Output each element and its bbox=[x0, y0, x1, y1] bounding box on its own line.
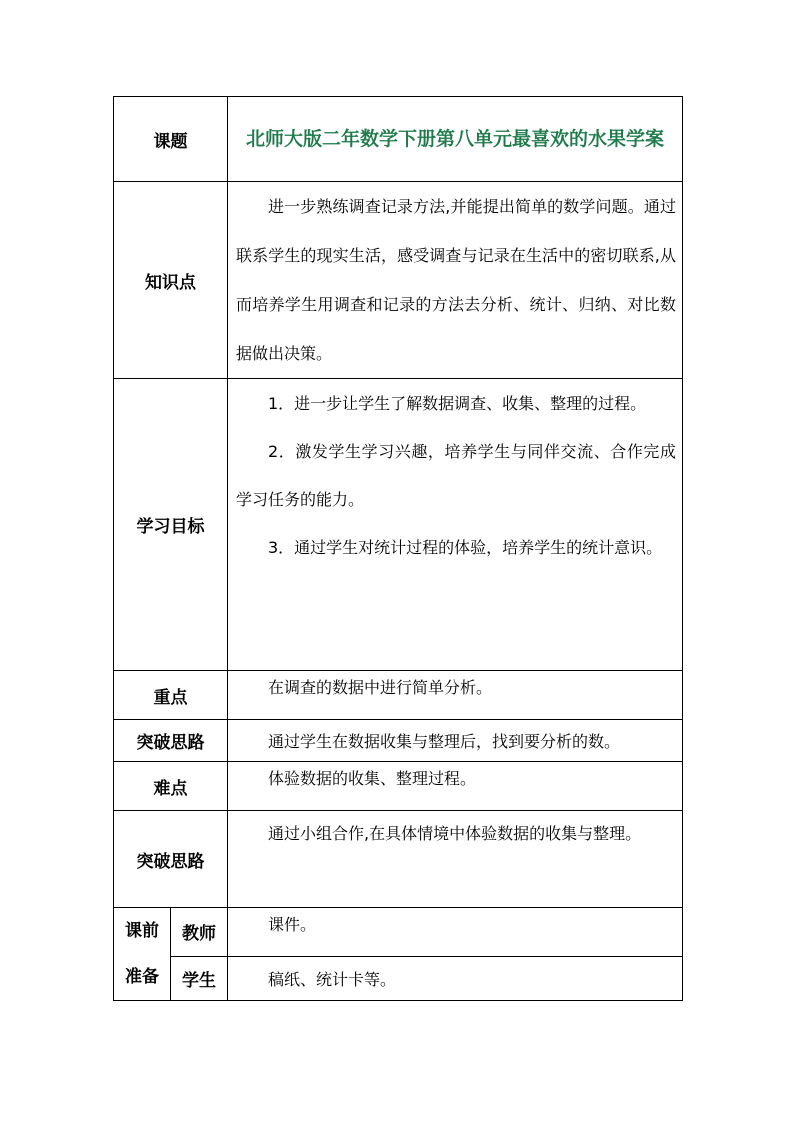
breakthrough1-label: 突破思路 bbox=[114, 720, 228, 762]
difficulty-text: 体验数据的收集、整理过程。 bbox=[268, 769, 477, 788]
knowledge-label: 知识点 bbox=[114, 182, 228, 379]
breakthrough1-row bbox=[114, 720, 683, 762]
lesson-plan-table bbox=[113, 96, 683, 1001]
student-cell bbox=[228, 956, 683, 1000]
student-text: 稿纸、统计卡等。 bbox=[268, 969, 397, 989]
breakthrough2-label: 突破思路 bbox=[114, 811, 228, 908]
prep-label-line1: 课前 bbox=[125, 921, 159, 941]
student-label: 学生 bbox=[171, 956, 228, 1000]
difficulty-cell bbox=[228, 762, 683, 811]
breakthrough1-text: 通过学生在数据收集与整理后，找到要分析的数。 bbox=[268, 731, 621, 751]
topic-row bbox=[114, 97, 683, 182]
prep-label-line2: 准备 bbox=[125, 967, 159, 987]
knowledge-row bbox=[114, 182, 683, 379]
key-row bbox=[114, 671, 683, 720]
goal-item-3: 3．通过学生对统计过程的体验，培养学生的统计意识。 bbox=[268, 538, 663, 557]
teacher-label: 教师 bbox=[171, 908, 228, 957]
goals-label: 学习目标 bbox=[114, 379, 228, 671]
student-row bbox=[114, 956, 683, 1000]
goals-cell bbox=[228, 379, 683, 671]
breakthrough2-text: 通过小组合作,在具体情境中体验数据的收集与整理。 bbox=[268, 824, 642, 843]
difficulty-row bbox=[114, 762, 683, 811]
goal-item-1: 1．进一步让学生了解数据调查、收集、整理的过程。 bbox=[268, 394, 647, 413]
goal-item-2: 2．激发学生学习兴趣，培养学生与同伴交流、合作完成学习任务的能力。 bbox=[236, 442, 676, 509]
breakthrough2-row bbox=[114, 811, 683, 908]
goals-row bbox=[114, 379, 683, 671]
topic-label: 课题 bbox=[114, 97, 228, 182]
teacher-text: 课件。 bbox=[268, 915, 317, 934]
breakthrough1-cell bbox=[228, 720, 683, 762]
knowledge-text: 进一步熟练调查记录方法,并能提出简单的数学问题。通过联系学生的现实生活，感受调查与记录在生活中的密切联系,从而培养学生用调查和记录的方法去分析、统计、归纳、对比数据做出决策。 bbox=[236, 197, 676, 363]
difficulty-label: 难点 bbox=[114, 762, 228, 811]
topic-title: 北师大版二年数学下册第八单元最喜欢的水果学案 bbox=[228, 97, 683, 182]
teacher-row bbox=[114, 908, 683, 957]
key-text: 在调查的数据中进行简单分析。 bbox=[268, 678, 493, 697]
breakthrough2-cell bbox=[228, 811, 683, 908]
teacher-cell bbox=[228, 908, 683, 957]
key-label: 重点 bbox=[114, 671, 228, 720]
key-cell bbox=[228, 671, 683, 720]
prep-label bbox=[114, 908, 171, 1001]
knowledge-cell bbox=[228, 182, 683, 379]
